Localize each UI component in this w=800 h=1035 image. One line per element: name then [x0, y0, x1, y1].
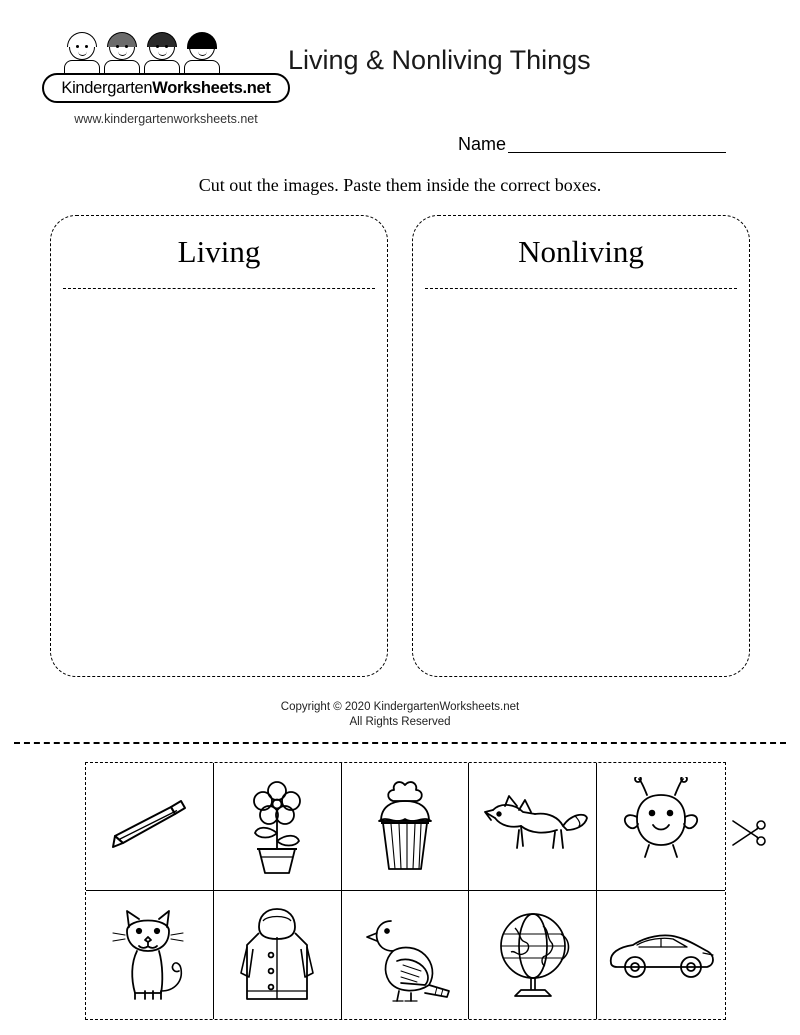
child-figure: [182, 32, 222, 76]
jacket-icon: [235, 903, 319, 1007]
scissors-icon: [729, 815, 769, 855]
nonliving-box-label: Nonliving: [518, 234, 644, 269]
four-children-icon: [56, 34, 256, 76]
crayon-icon: [101, 795, 197, 859]
cutout-cell[interactable]: [469, 891, 597, 1019]
child-figure: [102, 32, 142, 76]
logo-text: [61, 79, 270, 98]
copyright-line: Copyright © 2020 KindergartenWorksheets.net: [280, 701, 520, 713]
name-input-line[interactable]: [508, 134, 726, 153]
cutout-cell[interactable]: [214, 763, 342, 891]
logo-text-part2: Worksheets: [152, 78, 243, 97]
child-figure: [142, 32, 182, 76]
logo-pill: [42, 73, 290, 103]
logo-text-part3: .net: [242, 78, 271, 97]
cutout-cell[interactable]: [86, 891, 214, 1019]
nonliving-box[interactable]: [412, 215, 750, 677]
cutout-image-grid: [85, 762, 726, 1020]
car-icon: [603, 919, 719, 991]
footer-copyright: [0, 700, 800, 730]
cutout-cell[interactable]: [342, 763, 470, 891]
box-divider: [425, 288, 737, 289]
cat-icon: [101, 903, 197, 1007]
pigeon-icon: [351, 905, 459, 1005]
name-label: Name: [458, 134, 507, 154]
living-box[interactable]: [50, 215, 388, 677]
cutout-cell[interactable]: [597, 891, 725, 1019]
bee-icon: [615, 777, 707, 877]
sorting-boxes: [50, 215, 750, 680]
living-box-label: Living: [177, 234, 261, 269]
site-url: www.kindergartenworksheets.net: [74, 112, 258, 126]
page-title: Living & Nonliving Things: [288, 45, 591, 75]
cutout-cell[interactable]: [469, 763, 597, 891]
child-figure: [62, 32, 102, 76]
instructions-text: Cut out the images. Paste them inside the correct boxes.: [198, 175, 602, 195]
box-divider: [63, 288, 375, 289]
site-logo: [42, 34, 292, 126]
rights-line: All Rights Reserved: [349, 716, 451, 728]
cut-here-dashed-line: [14, 742, 786, 744]
cutout-cell[interactable]: [86, 763, 214, 891]
worksheet-header: [0, 34, 800, 164]
cutout-cell[interactable]: [214, 891, 342, 1019]
potted-flower-icon: [231, 775, 323, 879]
logo-text-part1: Kindergarten: [61, 78, 153, 97]
cutout-cell[interactable]: [597, 763, 725, 891]
cupcake-icon: [357, 777, 453, 877]
cutout-cell[interactable]: [342, 891, 470, 1019]
name-field-row: [458, 134, 758, 155]
fox-icon: [475, 786, 591, 868]
globe-icon: [485, 904, 581, 1006]
